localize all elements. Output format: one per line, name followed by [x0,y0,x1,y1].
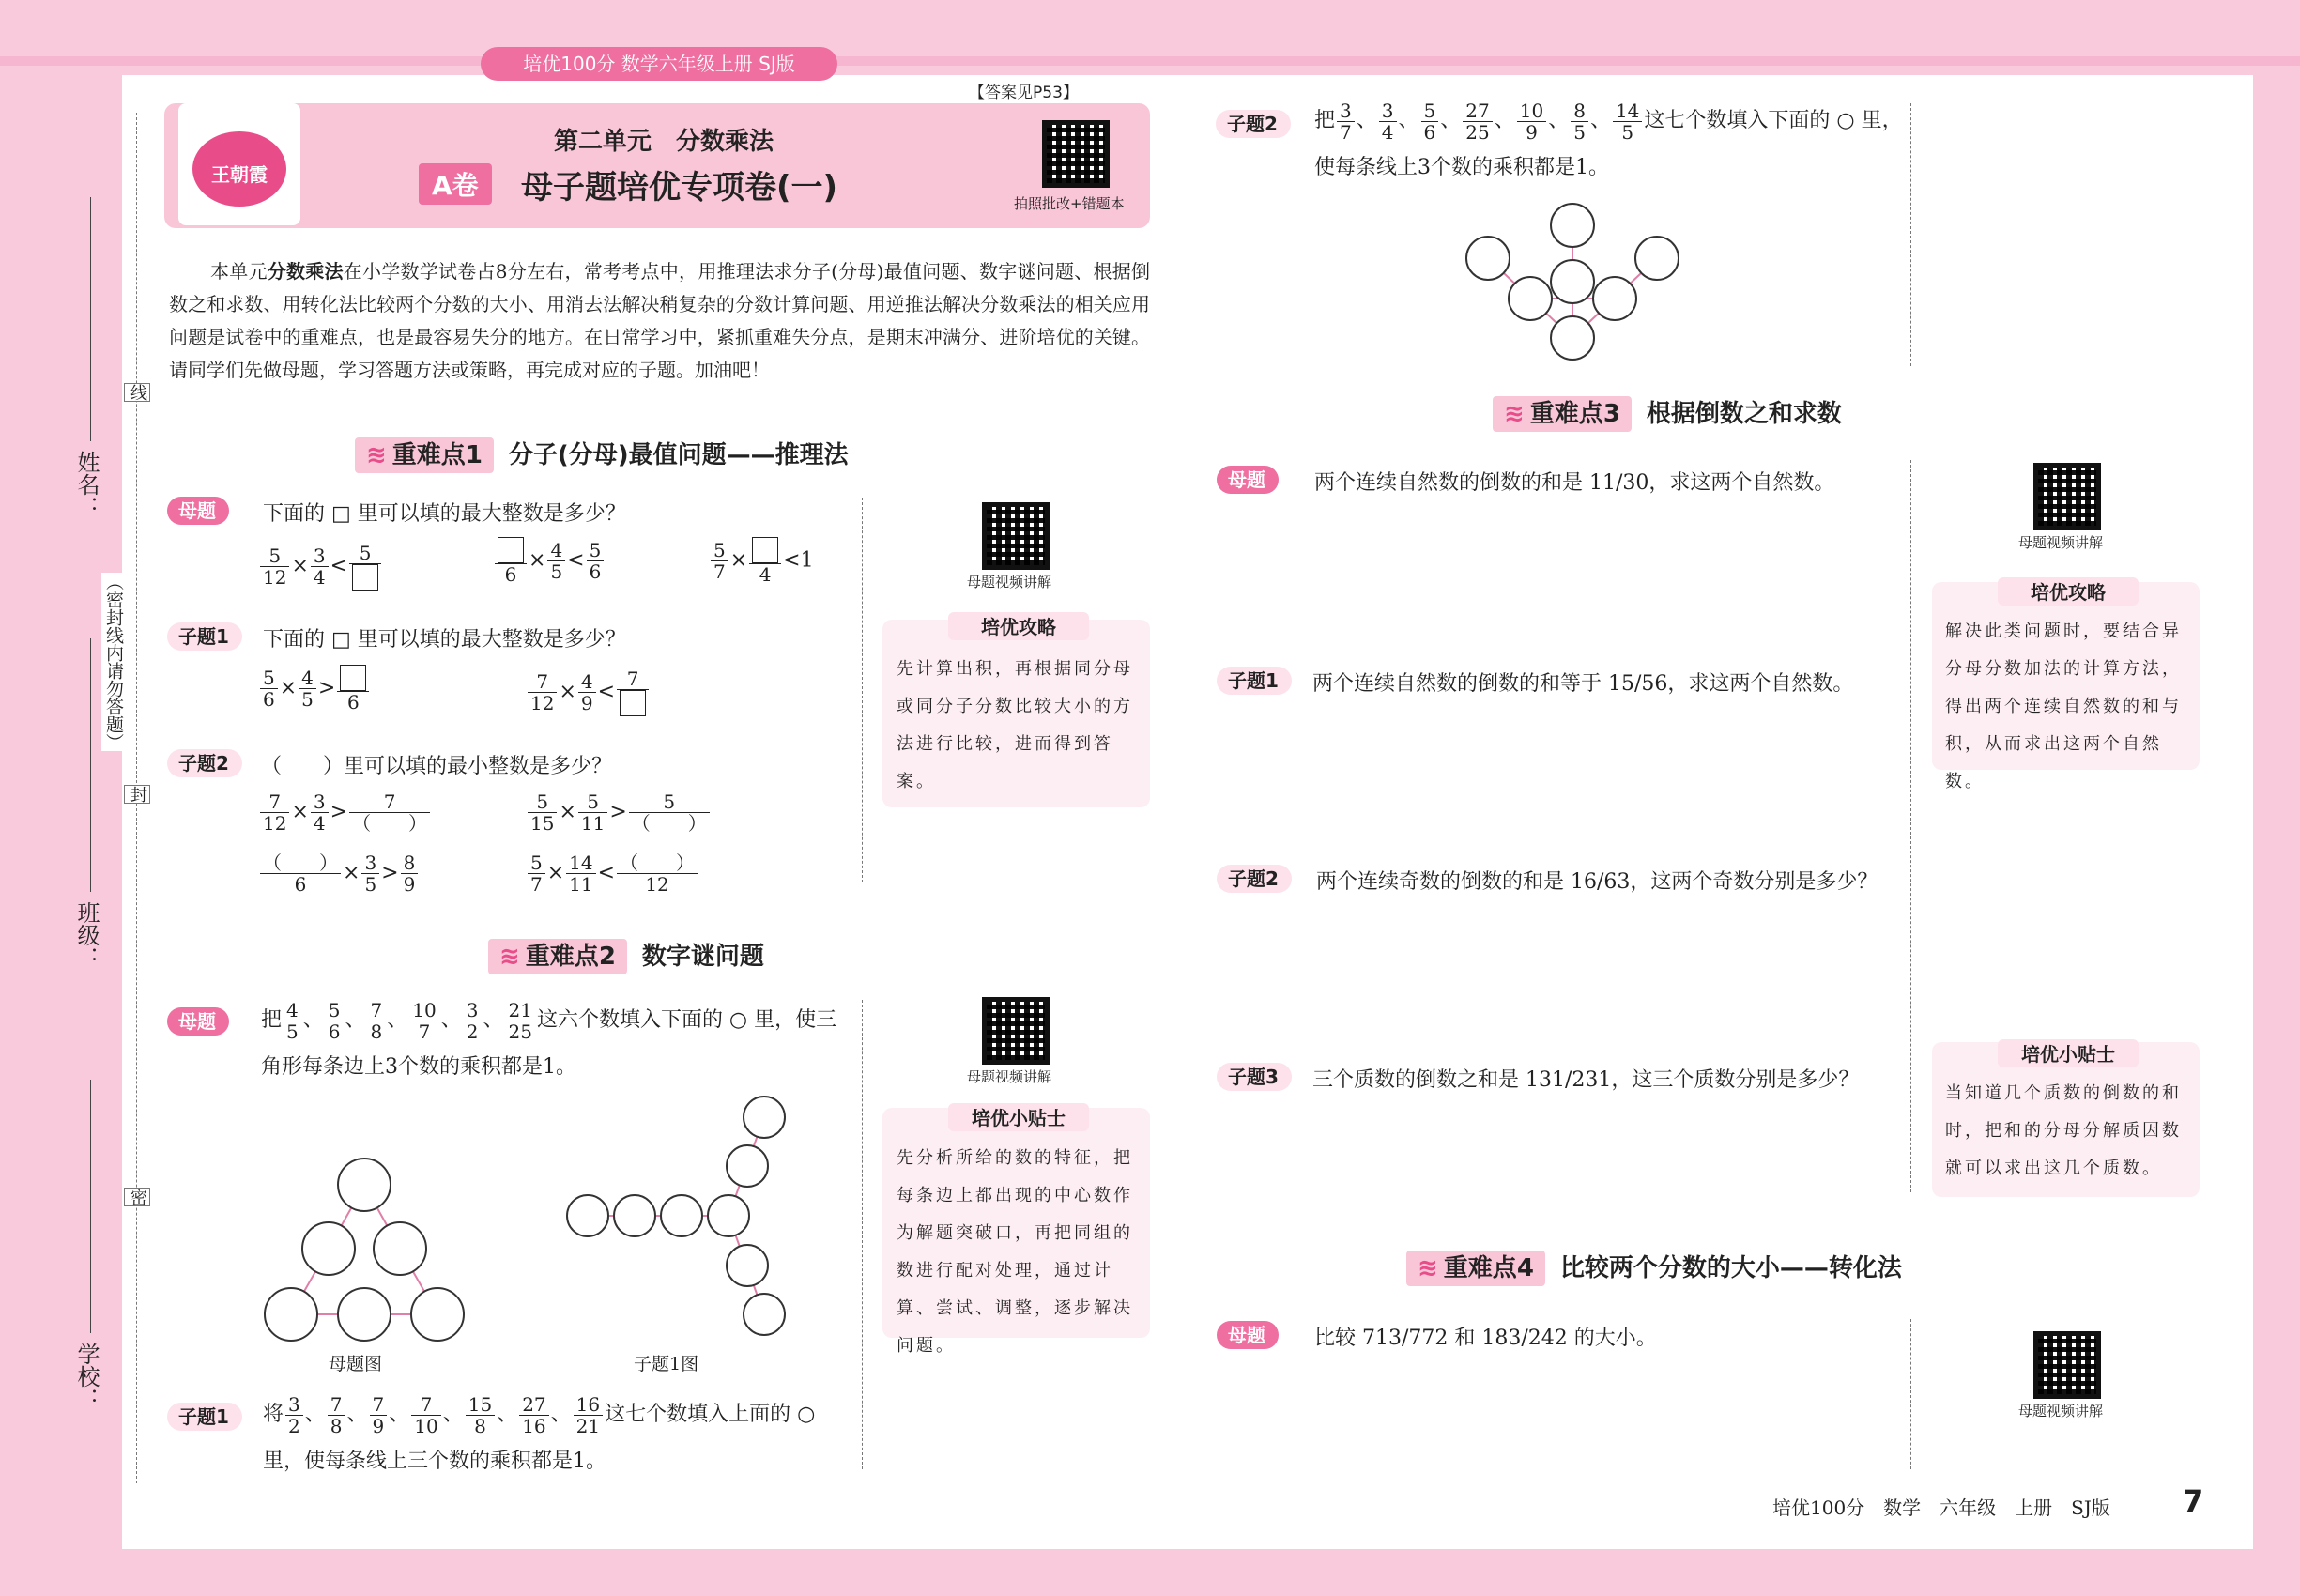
mother-figure-caption: 母题图 [329,1354,383,1374]
logo-text: 王朝霞 [211,163,268,186]
s4-mother-tag: 母题 [1217,1321,1279,1349]
child2-figure [1455,197,1690,366]
top-banner: 培优100分 数学六年级上册 SJ版 [481,47,837,81]
s1-mother-ineq-1: $\frac{5}{12}$ × $\frac{3}{4}$ < 5 [258,543,383,591]
no-answer-note: （密封线内请勿答题） [101,573,127,751]
footer-text: 培优100分 数学 六年级 上册 SJ版 [1772,1496,2110,1519]
s3-tip1-title: 培优攻略 [1998,577,2139,606]
s3-tip2-text: 当知道几个质数的倒数的和时，把和的分母分解质因数就可以求出这几个质数。 [1945,1083,2182,1178]
top-border [0,56,2300,66]
header-qr-label: 拍照批改+错题本 [1014,195,1125,212]
name-label: 姓名： [73,451,100,518]
s3-column-divider [1910,460,1911,1192]
s1-tip-title: 培优攻略 [948,612,1089,640]
s2-video-label: 母题视频讲解 [967,1068,1052,1085]
s1-video-label: 母题视频讲解 [967,574,1052,591]
school-underline [90,1080,91,1333]
s3-mother-question: 两个连续自然数的倒数的和是 11/30，求这两个自然数。 [1314,471,1835,495]
s1-child2-ineq-2: $\frac{5}{15}$ × $\frac{5}{11}$ > $\frac{5}{( )}$ [526,791,712,834]
s1-mother-question: 下面的 □ 里可以填的最大整数是多少？ [263,502,626,526]
section1-heading: ≋ 重难点1 分子(分母)最值问题——推理法 [355,437,849,473]
s2-child1-tag: 子题1 [167,1403,242,1431]
header-qr-code[interactable] [1042,120,1110,188]
class-underline [90,638,91,892]
right-top-divider [1910,103,1911,366]
name-underline [90,197,91,441]
s3-child3-tag: 子题3 [1217,1063,1292,1091]
section2-heading: ≋ 重难点2 数字谜问题 [488,939,764,974]
child1-star-figure [560,1089,822,1343]
secret-mark: 密 [124,1188,150,1206]
s1-child2-ineq-3: $\frac{( )}{6}$ × $\frac{3}{5}$ > $\frac{8}{9}$ [258,852,420,895]
s1-child1-question: 下面的 □ 里可以填的最大整数是多少？ [263,628,626,652]
paper-title: 母子题培优专项卷(一) [521,169,838,207]
s1-child2-question: （ ）里可以填的最小整数是多少？ [261,755,613,778]
s1-child1-ineq-2: $\frac{7}{12}$ × $\frac{4}{9}$ < 7 [526,668,651,716]
s1-column-divider [862,498,863,882]
s3-child2-tag: 子题2 [1217,865,1292,893]
page-number: 7 [2183,1483,2204,1519]
s1-child1-tag: 子题1 [167,622,242,651]
s2-tip-text: 先分析所给的数的特征，把每条边上都出现的中心数作为解题突破口，再把同组的数进行配对处理，通过计算、尝试、调整，逐步解决问题。 [897,1148,1133,1356]
s1-video-qr[interactable] [982,502,1050,570]
s4-mother-question: 比较 713/772 和 183/242 的大小。 [1314,1327,1657,1350]
s4-column-divider [1910,1319,1911,1469]
s2-tip-title: 培优小贴士 [948,1103,1089,1131]
s3-child3-question: 三个质数的倒数之和是 131/231，这三个质数分别是多少？ [1312,1068,1860,1092]
class-label: 班级： [73,901,100,969]
answer-reference: 【答案见P53】 [969,84,1079,102]
s3-mother-tag: 母题 [1217,466,1279,494]
s3-child1-tag: 子题1 [1217,667,1292,695]
s2-child2-question: 把 $\frac{3}{7}$ 、 $\frac{3}{4}$ 、 $\frac{5}{6}$ 、 $\frac{27}{25}$ 、 $\frac{10}{9}$ 、 $\frac{8}{5}$ 、 $\frac{14}{5}$ 这七个数填入下面的 ○ 里，使每条线上3个数的乘积都是1。 [1314,99,1903,179]
s3-tip2-title: 培优小贴士 [1998,1039,2139,1067]
s2-mother-question: 把 $\frac{4}{5}$ 、 $\frac{5}{6}$ 、 $\frac{7}{8}$ 、 $\frac{10}{7}$ 、 $\frac{3}{2}$ 、 $\frac{21}{25}$ 这六个数填入下面的 ○ 里，使三角形每条边上3个数的乘积都是1。 [261,998,837,1079]
s1-mother-ineq-3: $\frac{5}{7}$ × 4 <1 [709,537,814,585]
s4-video-label: 母题视频讲解 [2018,1403,2104,1420]
s2-column-divider [862,1000,863,1469]
line-mark: 线 [124,383,150,402]
mother-triangle-figure [253,1155,479,1352]
s1-mother-ineq-2: 6 × $\frac{4}{5}$ < $\frac{5}{6}$ [493,537,606,585]
s2-mother-tag: 母题 [167,1007,229,1036]
s2-video-qr[interactable] [982,997,1050,1065]
s3-tip1-text: 解决此类问题时，要结合异分母分数加法的计算方法，得出两个连续自然数的和与积，从而求出这两个自然数。 [1945,622,2182,791]
s1-child2-tag: 子题2 [167,749,242,777]
s3-video-label: 母题视频讲解 [2018,534,2104,551]
unit-title: 第二单元 分数乘法 [554,128,774,156]
section3-heading: ≋ 重难点3 根据倒数之和求数 [1493,396,1842,432]
s1-child2-ineq-4: $\frac{5}{7}$ × $\frac{14}{11}$ < $\frac{( )}{12}$ [526,852,699,895]
s1-child1-ineq-1: $\frac{5}{6}$ × $\frac{4}{5}$ > 6 [258,665,371,713]
s2-child2-tag: 子题2 [1216,110,1291,138]
volume-tag: A卷 [419,163,492,205]
s3-child1-question: 两个连续自然数的倒数的和等于 15/56，求这两个自然数。 [1312,672,1854,696]
s4-video-qr[interactable] [2033,1331,2101,1399]
section4-heading: ≋ 重难点4 比较两个分数的大小——转化法 [1406,1251,1902,1286]
brand-logo [178,103,300,225]
s3-child2-question: 两个连续奇数的倒数的和是 16/63，这两个奇数分别是多少？ [1316,870,1878,894]
seal-mark: 封 [124,785,150,804]
s1-mother-tag: 母题 [167,497,229,525]
school-label: 学校： [73,1343,100,1410]
s1-tip-text: 先计算出积，再根据同分母或同分子分数比较大小的方法进行比较，进而得到答案。 [897,659,1133,791]
s2-child1-question: 将 $\frac{3}{2}$ 、 $\frac{7}{8}$ 、 $\frac{7}{9}$ 、 $\frac{7}{10}$ 、 $\frac{15}{8}$ 、 $\frac{27}{16}$ 、 $\frac{16}{21}$ 这七个数填入上面的 ○ 里，使每条线上三个数的乘积都是1。 [263,1392,816,1473]
intro-paragraph: 本单元分数乘法在小学数学试卷占8分左右，常考考点中，用推理法求分子(分母)最值问题、数字谜问题、根据倒数之和求数、用转化法比较两个分数的大小、用消去法解决稍复杂的分数计算问题、用逆推法解决分数乘法的相关应用问题是试卷中的重难点，也是最容易失分的地方。在日常学习中，紧抓重难失分点，是期末冲满分、进阶培优的关键。请同学们先做母题，学习答题方法或策略，再完成对应的子题。加油吧！ [169,260,1150,381]
s1-child2-ineq-1: $\frac{7}{12}$ × $\frac{3}{4}$ > $\frac{7}{( )}$ [258,791,432,834]
s3-video-qr[interactable] [2033,463,2101,530]
child1-figure-caption: 子题1图 [634,1354,699,1374]
